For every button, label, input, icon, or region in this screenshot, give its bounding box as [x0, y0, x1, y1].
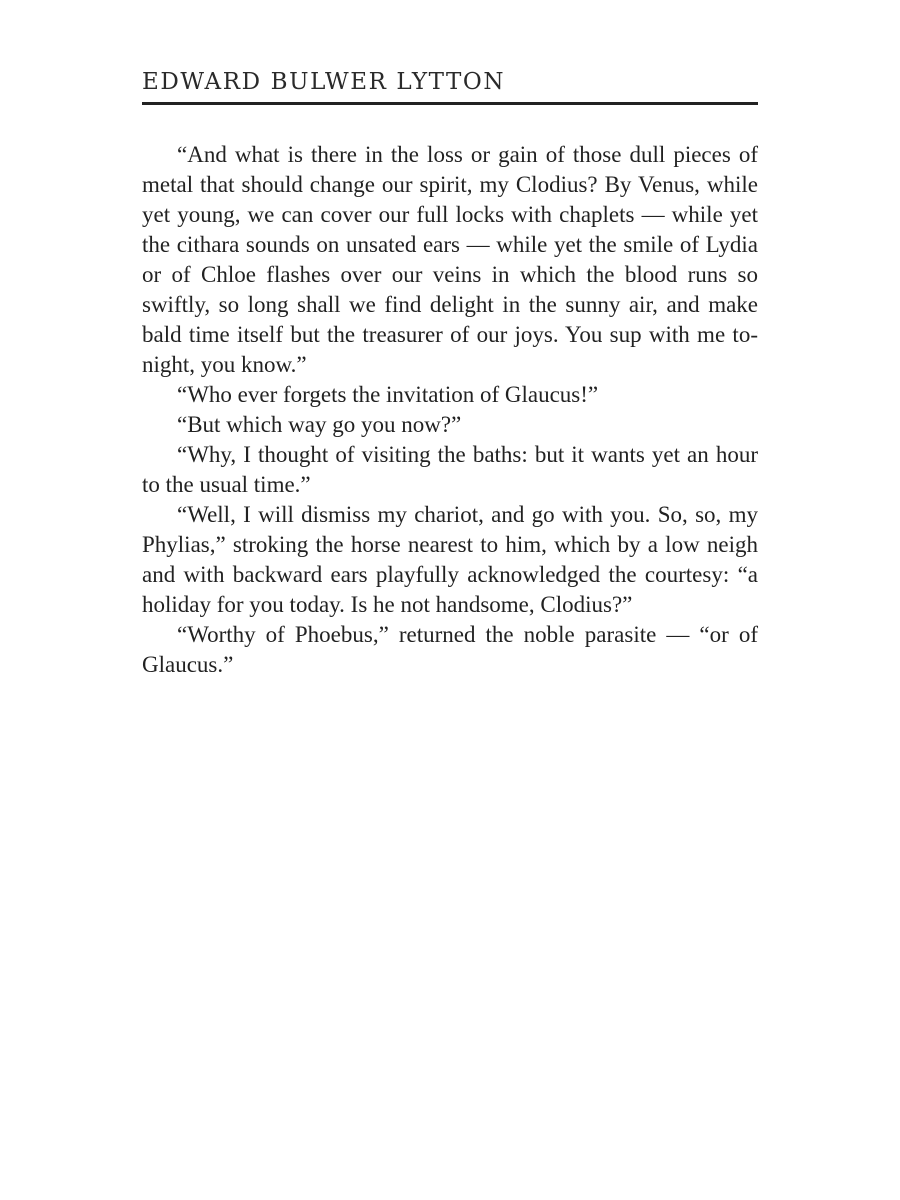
paragraph-4: “Why, I thought of visiting the baths: but it wants yet an hour to the usual time.”: [142, 442, 758, 497]
running-header: [142, 66, 758, 105]
running-header-title: EDWARD BULWER LYTTON: [142, 69, 506, 95]
paragraph-6: “Worthy of Phoebus,” returned the noble parasite — “or of Glaucus.”: [142, 622, 758, 677]
paragraph-3: “But which way go you now?”: [177, 412, 462, 437]
paragraph-5: “Well, I will dismiss my chariot, and go with you. So, so, my Phylias,” stroking the horse nearest to him, which by a low neigh and with backward ears playfully acknowledged the courtesy: “a holiday for you today. Is he not handsome, Clodius?”: [142, 502, 758, 617]
paragraph-2: “Who ever forgets the invitation of Glaucus!”: [177, 382, 599, 407]
paragraph-1: “And what is there in the loss or gain of those dull pieces of metal that should change our spirit, my Clodius? By Venus, while yet young, we can cover our full locks with chaplets — while yet the cithara sounds on unsated ears — while yet the smile of Lydia or of Chloe flashes over our veins in which the blood runs so swiftly, so long shall we find delight in the sunny air, and make bald time itself but the treasurer of our joys. You sup with me to-night, you know.”: [142, 142, 758, 377]
page-body: [142, 140, 758, 680]
